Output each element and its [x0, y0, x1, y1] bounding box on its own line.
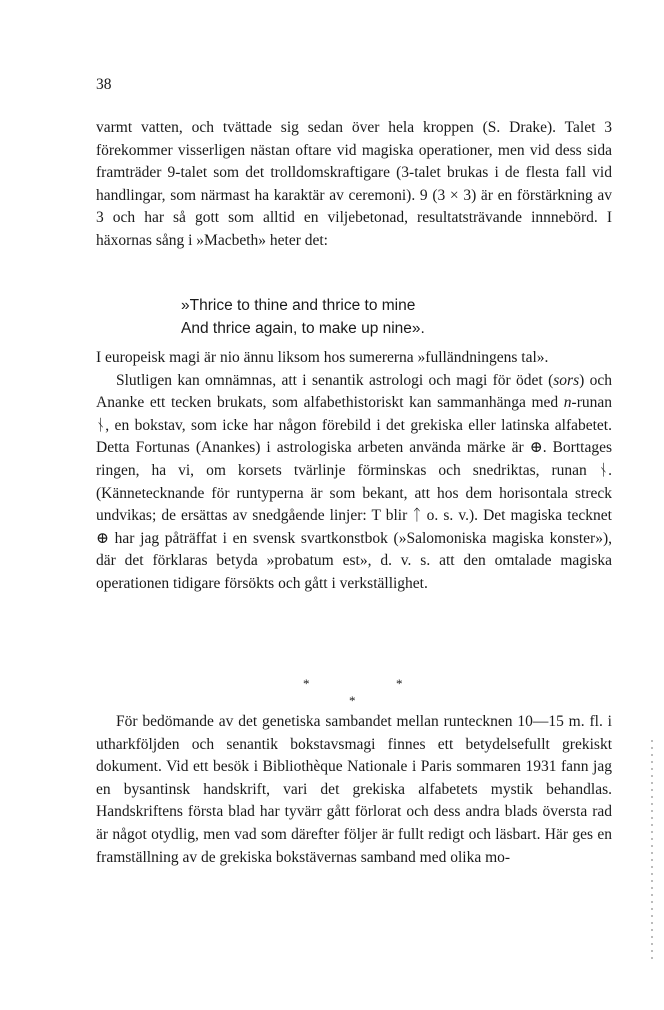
section-separator [0, 676, 664, 710]
text-block-top [96, 117, 612, 253]
quote-line-1: »Thrice to thine and thrice to mine [181, 297, 416, 314]
text-block-middle [96, 347, 612, 596]
asterisk-right: * [396, 676, 403, 691]
p3-text-a: Slutligen kan omnämnas, att i senantik astrologi och magi för ödet ( [116, 371, 554, 389]
paragraph-1: varmt vatten, och tvättade sig sedan över hela kroppen (S. Drake). Talet 3 förekommer visserligen nästan oftare vid magiska operationer, men vid dess sida framträder 9-talet som det trolldomskraftigare (3-talet brukas i de flesta fall vid handlingar, som närmast ha karaktär av ceremoni). 9 (3 × 3) är en förstärkning av 3 och har så gott som alltid en viljebetonad, resultatsträvande innnebörd. I häxornas sång i »Macbeth» heter det: [96, 119, 612, 249]
text-block-bottom [96, 711, 612, 869]
paragraph-4: För bedömande av det genetiska sambandet mellan runtecknen 10—15 m. fl. i utharkföljden och senantik bokstavsmagi finnes ett betydelsefullt grekiskt dokument. Vid ett besök i Bibliothèque Nationale i Paris sommaren 1931 fann jag en bysantinsk handskrift, vari det grekiska alfabetets mystik behandlas. Handskriftens första blad har tyvärr gått förlorat och dess andra blads översta rad är något otydlig, men vad som därefter följer är fullt redigt och läsbart. Här ges en framställning av de grekiska bokstävernas samband med olika mo- [96, 713, 612, 866]
p3-sors-italic: sors [553, 371, 580, 389]
page-number: 38 [96, 76, 112, 93]
quote-line-2: And thrice again, to make up nine». [181, 320, 425, 337]
page-edge-marks [651, 740, 653, 960]
paragraph-2: I europeisk magi är nio ännu liksom hos sumererna »fulländningens tal». [96, 349, 549, 366]
p3-text-c: -runan ᚾ, en bokstav, som icke har någon förebild i det grekiska eller latinska alfabetet. Detta Fortunas (Anankes) i astrologiska arbeten använda märke är ⊕. Borttages ringen, ha vi, om korsets tvärlinje förminskas och snedriktas, runan ᚾ. (Kännetecknande för runtyperna är som bekant, att hos dem horisontala streck undvikas; de ersättas av snedgående linjer: T blir ᛏ o. s. v.). Det magiska tecknet ⊕ har jag påträffat i en svensk svartkonstbok (»Salomoniska magiska konster»), där det förklaras betyda »probatum est», d. v. s. att den omtalade magiska operationen tidigare försökts och gått i verkställighet. [96, 394, 612, 592]
p3-text-b: ) och Ananke ett tecken brukats, som alfabethistoriskt kan sammanhänga med [96, 371, 613, 412]
asterisk-center: * [349, 693, 356, 708]
paragraph-3 [96, 370, 612, 596]
asterisk-left: * [303, 676, 310, 691]
macbeth-quote [181, 294, 425, 340]
p3-n-italic: n [563, 394, 572, 412]
